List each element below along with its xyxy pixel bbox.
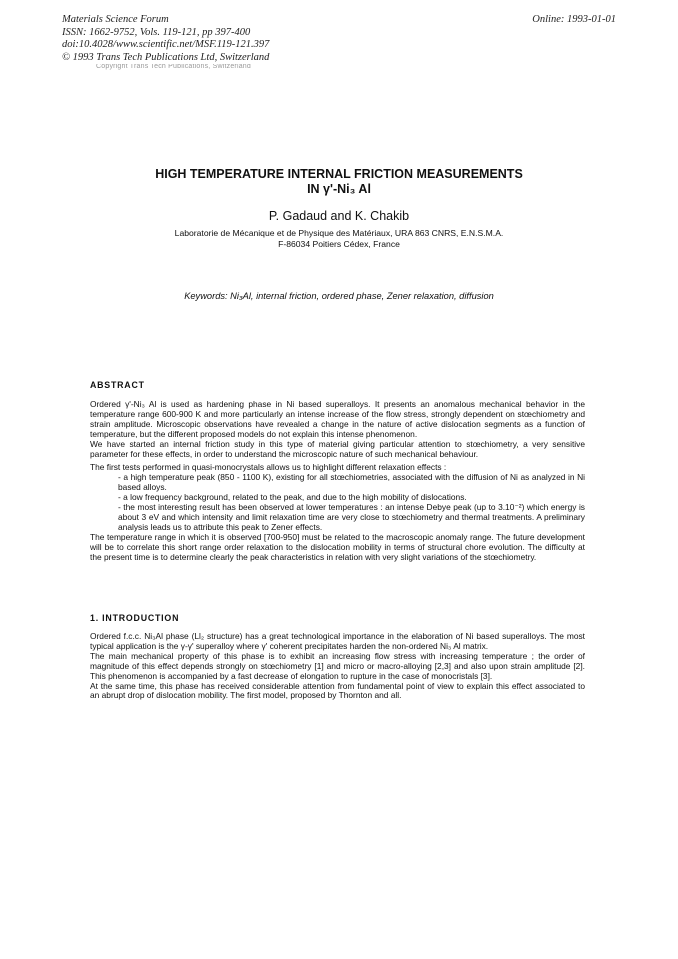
- title-line-1: HIGH TEMPERATURE INTERNAL FRICTION MEASUREMENTS: [155, 167, 523, 181]
- introduction-body: [90, 632, 585, 701]
- affiliation-line-1: Laboratorie de Mécanique et de Physique des Matériaux, URA 863 CNRS, E.N.S.M.A.: [174, 228, 504, 238]
- intro-paragraph: Ordered f.c.c. Ni₃Al phase (Ll₂ structure) has a great technological importance in the elaboration of Ni based superalloys. The most typical application is the γ-γ' superalloy where γ' coherent precipitates harden the non-ordered Ni₃ Al matrix.: [90, 631, 585, 651]
- abstract-paragraph: The temperature range in which it is observed [700-950] must be related to the macroscopic anomaly range. The future development will be to correlate this short range order relaxation to the dislocation mobility in terms of structural chore evolution. The difficulty at the present time is to determine clearly the peak characteristics in relation with very slight variations of the stœchiometry.: [90, 531, 585, 562]
- online-date: Online: 1993-01-01: [532, 14, 616, 25]
- journal-name: Materials Science Forum: [62, 14, 169, 25]
- journal-header: [62, 14, 382, 64]
- faint-copyright-line: Copyright Trans Tech Publications, Switzerland: [96, 64, 251, 70]
- abstract-heading: ABSTRACT: [90, 380, 145, 390]
- authors: P. Gadaud and K. Chakib: [268, 209, 410, 223]
- introduction-heading: 1. INTRODUCTION: [90, 613, 180, 623]
- copyright-line: © 1993 Trans Tech Publications Ltd, Switzerland: [62, 51, 270, 63]
- abstract-list-item: - the most interesting result has been observed at lower temperatures : an intense Debye peak (up to 3.10⁻²) which energy is about 3 eV and which intensity and limit relaxation time are very close to stœchiometry and thermal treatments. A preliminary analysis leads us to attribute this peak to Zener effects.: [118, 502, 585, 532]
- issn-line: ISSN: 1662-9752, Vols. 119-121, pp 397-400: [62, 26, 251, 38]
- doi-line: doi:10.4028/www.scientific.net/MSF.119-121.397: [62, 39, 270, 50]
- abstract-paragraph: Ordered γ'-Ni₃ Al is used as hardening phase in Ni based superalloys. It presents an anomalous mechanical behavior in the temperature range 600-900 K and more particularly an intense increase of the flow stress, strongly dependent on stœchiometry and strain amplitude. Microscopic observations have revealed a change in the nature of active dislocation segments as a function of temperature, but the different proposed models do not explain this intense phenomenon.: [90, 399, 585, 439]
- intro-paragraph: The main mechanical property of this phase is to exhibit an increasing flow stress with increasing temperature ; the order of magnitude of this effect depends strongly on stœchiometry [1] and micro or macro-alloying [2,3] and also upon strain amplitude [2]. This phenomenon is accompanied by a fast decrease of elongation to rupture in the case of monocristals [3].: [90, 650, 585, 681]
- affiliation: [0, 228, 678, 250]
- abstract-body: [90, 400, 585, 563]
- abstract-list-item: - a high temperature peak (850 - 1100 K), existing for all stœchiometries, associated with the diffusion of Ni as analyzed in Ni based alloys.: [118, 472, 585, 493]
- title-line-2: IN γ'-Ni₃ Al: [307, 182, 371, 196]
- keywords: Keywords: Ni₃Al, internal friction, ordered phase, Zener relaxation, diffusion: [184, 291, 494, 301]
- abstract-paragraph: The first tests performed in quasi-monocrystals allows us to highlight different relaxation effects :: [90, 462, 447, 473]
- intro-paragraph: At the same time, this phase has received considerable attention from fundamental point of view to explain this effect associated to an abrupt drop of dislocation mobility. The first model, proposed by Thornton and all.: [90, 680, 585, 701]
- affiliation-line-2: F-86034 Poitiers Cédex, France: [278, 239, 400, 249]
- paper-title: [0, 167, 678, 197]
- abstract-list-item: - a low frequency background, related to the peak, and due to the high mobility of dislocations.: [118, 492, 467, 503]
- abstract-paragraph: We have started an internal friction study in this type of material giving particular attention to stœchiometry, a very sensitive parameter for these effects, in order to understand the microscopic nature of such mechanical behaviour.: [90, 438, 585, 459]
